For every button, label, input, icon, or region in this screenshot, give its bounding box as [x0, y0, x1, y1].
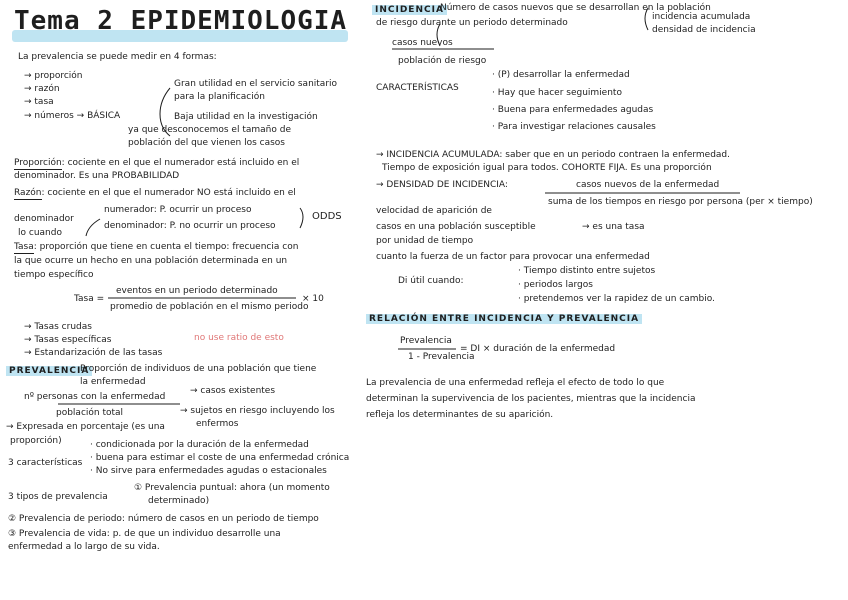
relacion-formula-numerator: Prevalencia	[400, 336, 452, 346]
proporcion-definition-2: denominador. Es una PROBABILIDAD	[14, 171, 180, 181]
densidad-fuerza: cuanto la fuerza de un factor para provocar una enfermedad	[376, 252, 650, 262]
incidencia-acumulada-2: Tiempo de exposición igual para todos. COHORTE FIJA. Es una proporción	[382, 163, 712, 173]
tasa-formula-multiplier: × 10	[302, 294, 324, 304]
tasa-type-especificas: → Tasas específicas	[24, 335, 112, 345]
incidencia-caracteristica: · Para investigar relaciones causales	[492, 122, 656, 132]
basica-line-2: para la planificación	[174, 92, 265, 102]
caracteristica-item: · buena para estimar el coste de una enfermedad crónica	[90, 453, 350, 463]
densidad-fraction-denominator: suma de los tiempos en riesgo por persona (per × tiempo)	[548, 197, 813, 207]
intro-text: La prevalencia se puede medir en 4 formas:	[18, 52, 217, 62]
prevalencia-definition-2: la enfermedad	[80, 377, 146, 387]
tasa-definition-2: la que ocurre un hecho en una población determinada en un	[14, 256, 288, 266]
tasa-formula-denominator: promedio de población en el mismo periodo	[110, 302, 309, 312]
expresada-text: → Expresada en porcentaje (es una	[6, 422, 165, 432]
prevalencia-sujetos-2: enfermos	[196, 419, 239, 429]
razon-definition: Razón: cociente en el que el numerador NO está incluido en el	[14, 188, 296, 198]
util-item: · Tiempo distinto entre sujetos	[518, 266, 656, 276]
util-item: · pretendemos ver la rapidez de un cambio.	[518, 294, 715, 304]
prevalencia-casos: → casos existentes	[190, 386, 276, 396]
densidad-fraction-numerator: casos nuevos de la enfermedad	[576, 180, 720, 190]
prevalencia-vida: ③ Prevalencia de vida: p. de que un individuo desarrolle una	[8, 529, 281, 539]
incidencia-definition: Número de casos nuevos que se desarrollan en la población	[440, 3, 711, 13]
incidencia-label: INCIDENCIA	[372, 5, 447, 16]
densidad-velocidad-2: casos en una población susceptible	[376, 222, 536, 232]
prevalencia-puntual: ① Prevalencia puntual: ahora (un momento	[134, 483, 330, 493]
basica-line-5: población del que vienen los casos	[128, 138, 285, 148]
tasa-formula-label: Tasa =	[74, 294, 105, 304]
incidencia-acumulada: → INCIDENCIA ACUMULADA: saber que en un periodo contraen la enfermedad.	[376, 150, 731, 160]
prevalencia-fraction-denominator: población total	[56, 408, 124, 418]
form-numeros: → números → BÁSICA	[24, 111, 121, 121]
relacion-text: La prevalencia de una enfermedad refleja el efecto de todo lo que	[366, 378, 665, 388]
red-note: no use ratio de esto	[194, 333, 284, 343]
tasa-type-crudas: → Tasas crudas	[24, 322, 92, 332]
razon-denominador: denominador: P. no ocurrir un proceso	[104, 221, 276, 231]
relacion-formula-denominator: 1 - Prevalencia	[408, 352, 475, 362]
caracteristica-item: · condicionada por la duración de la enfermedad	[90, 440, 309, 450]
incidencia-fraction-denominator: población de riesgo	[398, 56, 487, 66]
incidencia-definition-2: de riesgo durante un periodo determinado	[376, 18, 568, 28]
relacion-text-2: determinan la supervivencia de los pacientes, mientras que la incidencia	[366, 394, 696, 404]
incidencia-caracteristica: · Buena para enfermedades agudas	[492, 105, 654, 115]
prevalencia-fraction-numerator: nº personas con la enfermedad	[24, 392, 166, 402]
odds-label: ODDS	[312, 211, 342, 222]
util-cuando-label: Di útil cuando:	[398, 276, 464, 286]
densidad-incidencia: → DENSIDAD DE INCIDENCIA:	[376, 180, 508, 190]
incidencia-fraction-numerator: casos nuevos	[392, 38, 453, 48]
page-title: Tema 2 EPIDEMIOLOGIA	[14, 6, 348, 36]
incidencia-caracteristica: · Hay que hacer seguimiento	[492, 88, 622, 98]
caracteristicas-incidencia-label: CARACTERÍSTICAS	[376, 83, 459, 93]
tipos-prevalencia-label: 3 tipos de prevalencia	[8, 492, 108, 502]
densidad-incidencia-label: densidad de incidencia	[652, 25, 756, 35]
prevalencia-label: PREVALENCIA	[6, 366, 92, 377]
prevalencia-periodo: ② Prevalencia de periodo: número de casos en un periodo de tiempo	[8, 514, 319, 524]
incidencia-caracteristica: · (P) desarrollar la enfermedad	[492, 70, 630, 80]
basica-line-4: ya que desconocemos el tamaño de	[128, 125, 291, 135]
incidencia-acumulada-label: incidencia acumulada	[652, 12, 751, 22]
densidad-velocidad-3: por unidad de tiempo	[376, 236, 474, 246]
relacion-label: RELACIÓN ENTRE INCIDENCIA Y PREVALENCIA	[366, 314, 642, 325]
caracteristica-item: · No sirve para enfermedades agudas o estacionales	[90, 466, 327, 476]
prevalencia-puntual-2: determinado)	[148, 496, 210, 506]
densidad-velocidad: velocidad de aparición de	[376, 206, 492, 216]
prevalencia-sujetos: → sujetos en riesgo incluyendo los	[180, 406, 335, 416]
util-item: · periodos largos	[518, 280, 593, 290]
prevalencia-vida-2: enfermedad a lo largo de su vida.	[8, 542, 160, 552]
tasa-definition: Tasa: proporción que tiene en cuenta el tiempo: frecuencia con	[14, 242, 299, 252]
basica-line-3: Baja utilidad en la investigación	[174, 112, 318, 122]
tasa-type-estandarizacion: → Estandarización de las tasas	[24, 348, 163, 358]
relacion-text-3: refleja los determinantes de su aparición.	[366, 410, 554, 420]
prevalencia-definition: Proporción de individuos de una población que tiene	[80, 364, 317, 374]
form-tasa: → tasa	[24, 97, 54, 107]
razon-numerador: numerador: P. ocurrir un proceso	[104, 205, 252, 215]
form-razon: → razón	[24, 84, 60, 94]
lo-cuando: lo cuando	[18, 228, 62, 238]
tasa-definition-3: tiempo específico	[14, 270, 94, 280]
proporcion-definition: Proporción: cociente en el que el numerador está incluido en el	[14, 158, 300, 168]
tasa-formula-numerator: eventos en un periodo determinado	[116, 286, 278, 296]
relacion-formula-right: = DI × duración de la enfermedad	[460, 344, 616, 354]
form-proporcion: → proporción	[24, 71, 83, 81]
caracteristicas-prevalencia-label: 3 características	[8, 458, 83, 468]
densidad-es-tasa: → es una tasa	[582, 222, 645, 232]
expresada-text-2: proporción)	[10, 436, 62, 446]
basica-line-1: Gran utilidad en el servicio sanitario	[174, 79, 338, 89]
razon-definition-2: denominador	[14, 214, 74, 224]
